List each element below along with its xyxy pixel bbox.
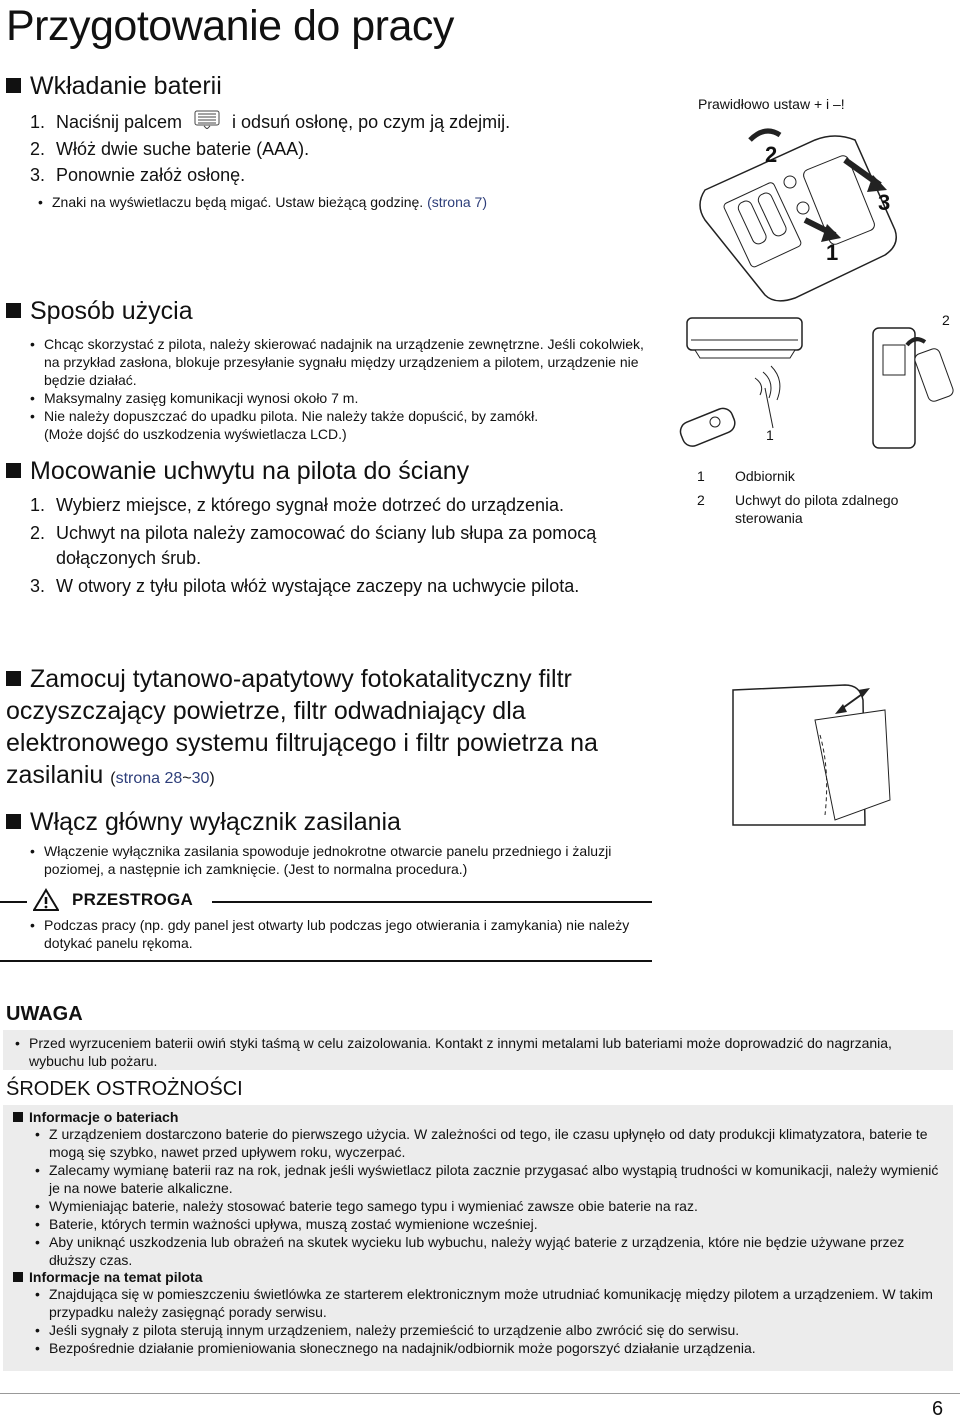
section-usage-heading: Sposób użycia xyxy=(6,297,193,326)
fig-label: 1 xyxy=(766,427,774,443)
section-bullet-icon xyxy=(6,303,21,318)
bullet-item: • Wymieniając baterie, należy stosować baterie tego samego typu i wymieniać zawsze obie baterie na raz. xyxy=(35,1197,943,1215)
usage-bullets xyxy=(30,335,650,443)
warning-icon xyxy=(33,888,59,912)
batteries-list xyxy=(35,1125,943,1269)
precautions-heading: ŚRODEK OSTROŻNOŚCI xyxy=(6,1078,243,1100)
step-number: 3. xyxy=(30,165,46,185)
precautions-box xyxy=(3,1105,953,1371)
caution-bullets xyxy=(30,916,655,952)
step-number: 2. xyxy=(30,139,46,159)
remote-list xyxy=(35,1285,943,1357)
step-text: Ponownie załóż osłonę. xyxy=(56,165,246,185)
page-title: Przygotowanie do pracy xyxy=(6,2,454,50)
step-text: Włóż dwie suche baterie (AAA). xyxy=(56,139,310,159)
filter-figure xyxy=(725,680,905,830)
battery-step-1 xyxy=(30,109,650,136)
fig-label: 1 xyxy=(826,240,839,265)
bullet-item: • Znajdująca się w pomieszczeniu świetlówka ze starterem elektronicznym może utrudniać komunikację między pilotem a urządzeniem. W takim przypadku należy zasięgnąć porady serwisu. xyxy=(35,1285,943,1321)
batteries-subheading: Informacje o bateriach xyxy=(13,1109,943,1125)
section-filter-heading: Zamocuj tytanowo-apatytowy fotokatalityczny filtr oczyszczający powietrze, filtr odwadniający dla elektronowego systemu filtrującego i filtr powietrza na zasilaniu (strona 28~30) xyxy=(6,665,598,789)
holder-step-3: 3. W otwory z tyłu pilota włóż wystające zaczepy na uchwycie pilota. xyxy=(30,576,580,596)
fig-label: 3 xyxy=(878,190,891,215)
step-number: 1. xyxy=(30,112,46,132)
bullet-item: • Baterie, których termin ważności upływa, muszą zostać wymienione wcześniej. xyxy=(35,1215,943,1233)
divider xyxy=(0,901,27,903)
bullet-item: • Jeśli sygnały z pilota sterują innym urządzeniem, należy przemieścić to urządzenie albo zwrócić się do serwisu. xyxy=(35,1321,943,1339)
caution-label: PRZESTROGA xyxy=(72,890,194,909)
section-bullet-icon xyxy=(6,814,21,829)
bullet-item: • Z urządzeniem dostarczono baterie do pierwszego użycia. W zależności od tego, ile czasu upłynęło od daty produkcji klimatyzatora, baterie te mogą się szybko, nawet przed upływem roku, wyczerpać. xyxy=(35,1125,943,1161)
note-heading: UWAGA xyxy=(6,1003,83,1025)
section-bullet-icon xyxy=(6,463,21,478)
step-text: i odsuń osłonę, po czym ją zdejmij. xyxy=(232,112,511,132)
section-bullet-icon xyxy=(6,671,21,686)
holder-step-1: 1. Wybierz miejsce, z którego sygnał może dotrzeć do urządzenia. xyxy=(30,495,565,515)
section-battery-heading xyxy=(6,72,222,101)
battery-step-3 xyxy=(30,162,650,188)
holder-steps xyxy=(30,493,630,599)
legend-item: 2 Uchwyt do pilota zdalnego sterowania xyxy=(697,492,899,526)
divider xyxy=(0,960,652,962)
section-bullet-icon xyxy=(6,78,21,93)
holder-legend xyxy=(697,467,937,527)
step-text: Naciśnij palcem xyxy=(56,112,183,132)
note-box xyxy=(3,1030,953,1070)
holder-step-2: 2. Uchwyt na pilota należy zamocować do ściany lub słupa za pomocą dołączonych śrub. xyxy=(30,523,597,568)
section-power-heading: Włącz główny wyłącznik zasilania xyxy=(6,808,401,837)
section-holder-heading: Mocowanie uchwytu na pilota do ściany xyxy=(6,457,469,486)
divider xyxy=(212,901,652,903)
page-number: 6 xyxy=(932,1398,944,1420)
legend-item: 1 Odbiornik xyxy=(697,468,795,484)
footer-divider xyxy=(0,1393,960,1394)
bullet-item: • Włączenie wyłącznika zasilania spowoduje jednokrotne otwarcie panelu przedniego i żaluzji poziomej, a następnie ich zamknięcie. (Jest to normalna procedura.) xyxy=(30,842,650,878)
battery-figure-caption: Prawidłowo ustaw + i –! xyxy=(698,96,845,112)
page-link[interactable]: (strona 7) xyxy=(427,194,487,210)
battery-remote-figure xyxy=(695,120,925,305)
section-bullet-icon xyxy=(13,1272,23,1282)
bullet-item: • Chcąc skorzystać z pilota, należy skierować nadajnik na urządzenie zewnętrzne. Jeśli cokolwiek, na przykład zasłona, blokuje przesyłanie sygnału między urządzeniem a pilotem, urządzenie nie będzie działać. xyxy=(30,335,650,389)
remote-subheading: Informacje na temat pilota xyxy=(13,1269,943,1285)
bullet-item: • Podczas pracy (np. gdy panel jest otwarty lub podczas jego otwierania i zamykania) nie należy dotykać panelu rękoma. xyxy=(30,916,655,952)
bullet-continuation: (Może dojść do uszkodzenia wyświetlacza LCD.) xyxy=(44,426,347,442)
bullet-item: • Znaki na wyświetlaczu będą migać. Ustaw bieżącą godzinę. (strona 7) xyxy=(38,193,658,211)
bullet-item: • Przed wyrzuceniem baterii owiń styki taśmą w celu zaizolowania. Kontakt z innymi metalami lub bateriami może doprowadzić do nagrzania, wybuchu lub pożaru. xyxy=(15,1034,940,1070)
bullet-item: • Nie należy dopuszczać do upadku pilota. Nie należy także dopuścić, by zamókł. xyxy=(30,407,650,425)
fig-label: 2 xyxy=(765,142,778,167)
battery-note xyxy=(38,193,658,211)
bullet-item: • Aby uniknąć uszkodzenia lub obrażeń na skutek wycieku lub wybuchu, należy wyjąć baterie z urządzenia, które nie będzie używane przez dłuższy czas. xyxy=(35,1233,943,1269)
bullet-item: • Zalecamy wymianę baterii raz na rok, jednak jeśli wyświetlacz pilota zacznie przygasać albo wystąpią trudności w komunikacji, należy wymienić je na nowe baterie alkaliczne. xyxy=(35,1161,943,1197)
power-bullets xyxy=(30,842,650,878)
section-bullet-icon xyxy=(13,1112,23,1122)
grip-ribs-icon xyxy=(194,109,220,136)
battery-steps xyxy=(30,109,650,188)
battery-heading-text: Wkładanie baterii xyxy=(30,72,222,100)
bullet-item: • Maksymalny zasięg komunikacji wynosi około 7 m. xyxy=(30,389,650,407)
battery-step-2 xyxy=(30,136,650,162)
filter-page-link[interactable]: (strona 28~30) xyxy=(110,770,215,787)
usage-figure xyxy=(675,310,955,455)
fig-label: 2 xyxy=(942,312,950,328)
bullet-item: • Bezpośrednie działanie promieniowania słonecznego na nadajnik/odbiornik może pogorszyć działanie urządzenia. xyxy=(35,1339,943,1357)
